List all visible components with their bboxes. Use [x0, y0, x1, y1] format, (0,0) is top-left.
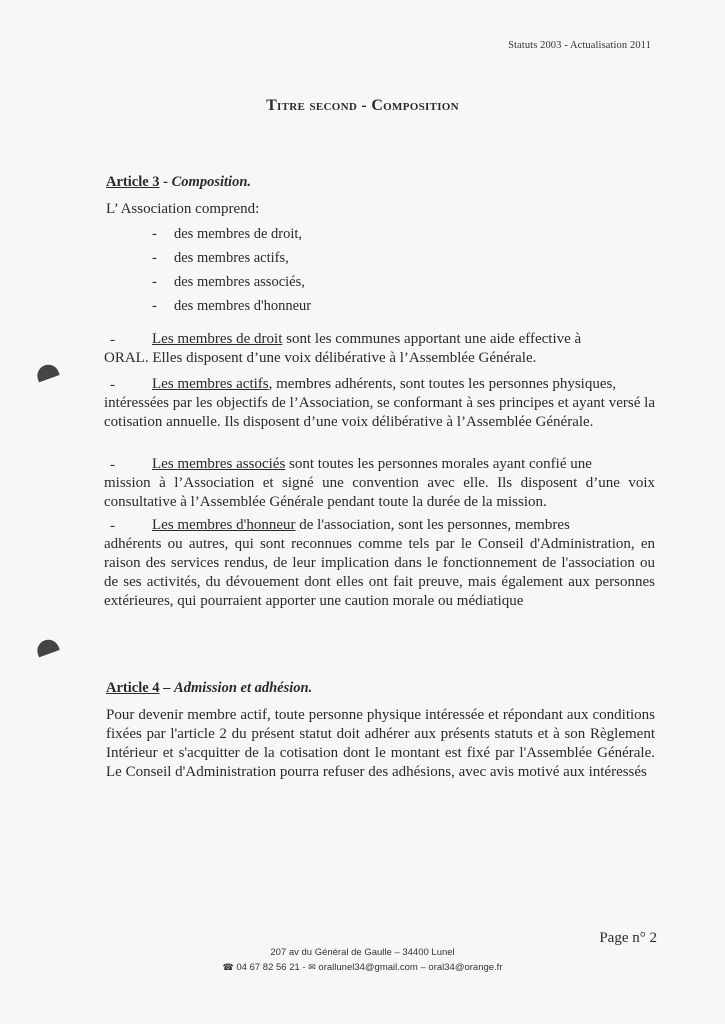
article-number: Article 3 [106, 174, 160, 190]
footer-address: 207 av du Général de Gaulle – 34400 Lunel [270, 947, 455, 958]
article-number: Article 4 [106, 680, 160, 696]
footer-email-2: oral34@orange.fr [428, 962, 503, 973]
document-page: Statuts 2003 - Actualisation 2011 Titre second - Composition Article 3 - Composition. L’ Association comprend: - des membres de droit, - des membres actifs, - des membres associés, - des membres d'honneur - Les membres de droit sont les communes apportant une aide effective à ORAL. Elles disposent d’une voix délibérative à l’Assemblée Générale. - Les membres actifs, membres adhérents, sont toutes les personnes physiques, intéressées par les objectifs de l’Association, se conformant à ses principes et ayant versé la cotisation annuelle. Ils disposent d’une voix délibérative à l’Assemblée Générale. - Les membres associés sont toutes les personnes morales ayant confié une mission à l’Association et signé une convention avec elle. Ils disposent d’une voix consultative à l’Assemblée Générale pendant toute la durée de la mission. - Les membres d'honneur de l'association, sont les personnes, membres adhérents ou autres, qui sont reconnues comme tels par le Conseil d'Administration, en raison des services rendus, de leur implication dans le fonctionnement de l'association ou de ses activités, du dévouement dont elles ont fait preuve, mais également aux personnes extérieures, qui pourraient apporter une caution morale ou médiatique Article 4 – Admission et adhésion. Pour devenir membre actif, toute personne physique intéressée et répondant aux conditions fixées par l'article 2 du présent statut doit adhérer aux présents statuts et à son Règlement Intérieur et s'acquitter de la cotisation dont le montant est fixé par l'Assemblée Générale. Le Conseil d'Administration pourra refuser des adhésions, avec avis motivé aux intéressés Page n° 2 207 av du Général de Gaulle – 34400 Lunel ☎ 04 67 82 56 21 - ✉ orallunel34@gmail.com – oral34@orange.fr [0, 0, 725, 1024]
footer-contact: ☎ 04 67 82 56 21 - ✉ orallunel34@gmail.com – oral34@orange.fr [222, 962, 503, 973]
paragraph-membres-associes: Les membres associés sont toutes les personnes morales ayant confié une mission à l’Association et signé une convention avec elle. Ils disposent d’une voix consultative à l’Assemblée Générale pendant toute la durée de la mission. [104, 456, 655, 510]
punch-hole-icon [34, 637, 59, 658]
term: Les membres de droit [152, 331, 283, 347]
article-subtitle: Composition. [171, 174, 252, 190]
list-item: - des membres de droit, [152, 226, 303, 242]
heading-separator: - [159, 174, 172, 190]
list-item: - des membres associés, [152, 274, 305, 290]
term: Les membres associés [152, 456, 286, 472]
article-4-body: Pour devenir membre actif, toute personne physique intéressée et répondant aux conditions fixées par l'article 2 du présent statut doit adhérer aux présents statuts et à son Règlement Intérieur et s'acquitter de la cotisation dont le montant est fixé par l'Assemblée Générale. Le Conseil d'Administration pourra refuser des adhésions, avec avis motivé aux intéressés [106, 707, 655, 780]
term: Les membres d'honneur [152, 517, 296, 533]
footer-email-1: orallunel34@gmail.com [318, 962, 418, 973]
article-subtitle: Admission et adhésion. [174, 680, 313, 696]
page-number: Page n° 2 [599, 930, 657, 946]
list-item: - des membres d'honneur [152, 298, 312, 314]
footer-phone: 04 67 82 56 21 [236, 962, 300, 973]
article-3-intro: L’ Association comprend: [106, 201, 260, 217]
phone-icon: ☎ [222, 962, 234, 972]
heading-separator: – [159, 680, 175, 696]
paragraph-membres-honneur: Les membres d'honneur de l'association, sont les personnes, membres adhérents ou autres, qui sont reconnues comme tels par le Conseil d'Administration, en raison des services rendus, de leur implication dans le fonctionnement de l'association ou de ses activités, du dévouement dont elles ont fait preuve, mais également aux personnes extérieures, qui pourraient apporter une caution morale ou médiatique [104, 517, 655, 609]
article-4-heading [106, 680, 312, 697]
mail-icon: ✉ [308, 962, 316, 972]
member-type-list [152, 222, 311, 318]
punch-hole-icon [34, 362, 59, 383]
page-header: Statuts 2003 - Actualisation 2011 [508, 40, 651, 51]
term: Les membres actifs [152, 376, 269, 392]
list-item: - des membres actifs, [152, 250, 289, 266]
paragraph-membres-droit: Les membres de droit sont les communes apportant une aide effective à ORAL. Elles disposent d’une voix délibérative à l’Assemblée Générale. [104, 331, 582, 366]
article-3-heading [106, 174, 251, 191]
page-title: Titre second - Composition [266, 97, 459, 114]
paragraph-membres-actifs: Les membres actifs, membres adhérents, sont toutes les personnes physiques, intéressées par les objectifs de l’Association, se conformant à ses principes et ayant versé la cotisation annuelle. Ils disposent d’une voix délibérative à l’Assemblée Générale. [104, 376, 655, 430]
